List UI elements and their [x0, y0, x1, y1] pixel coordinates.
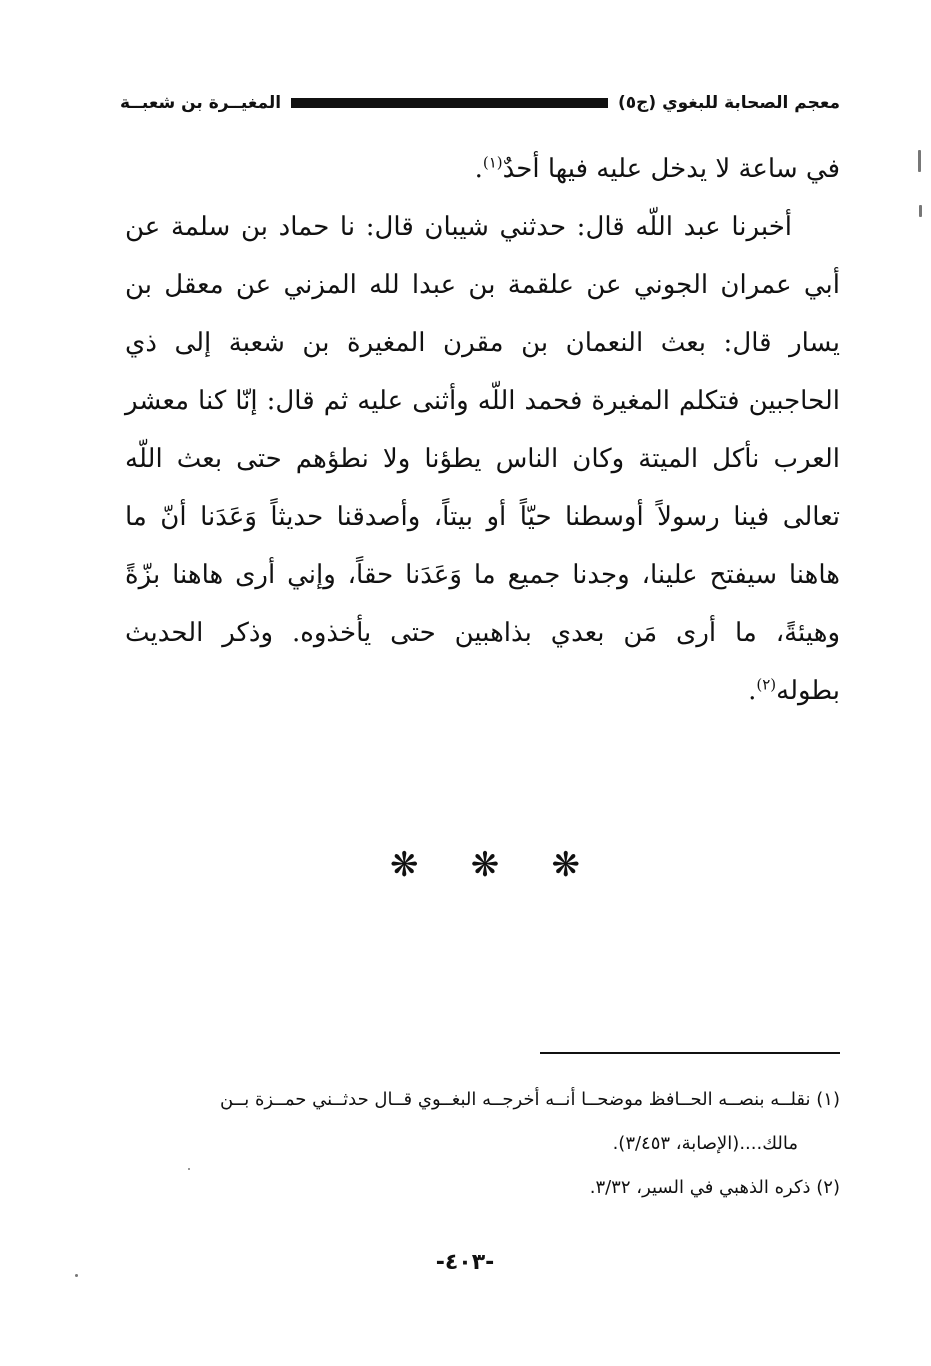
footnote-1: (١) نقلــه بنصــه الحــافظ موضحــا أنــه أخرجــه البغــوي قــال حدثــني حمــزة بــن	[220, 1089, 840, 1110]
paragraph-1	[125, 140, 840, 198]
paragraph-2-text: أخبرنا عبد اللّه قال: حدثني شيبان قال: نا حماد بن سلمة عن أبي عمران الجوني عن علقمة بن عبدا لله المزني عن معقل بن يسار قال: بعث النعمان بن مقرن المغيرة بن شعبة إلى ذي الحاجبين فتكلم المغيرة فحمد اللّه وأثنى عليه ثم قال: إنّا كنا معشر العرب نأكل الميتة وكان الناس يطؤنا ولا نطؤهم حتى بعث اللّه تعالى فينا رسولاً أوسطنا حيّاً أو بيتاً، وأصدقنا حديثاً وَعَدَنا أنّ ما هاهنا سيفتح علينا، وجدنا جميع ما وَعَدَنا حقاً، وإني أرى هاهنا بزّةً وهيئةً، ما أرى مَن بعدي بذاهبين حتى يأخذوه. وذكر الحديث بطوله	[125, 212, 840, 706]
main-text	[125, 140, 840, 720]
paragraph-2	[125, 198, 840, 720]
paragraph-1-text: في ساعة لا يدخل عليه فيها أحدٌ	[502, 154, 840, 184]
running-header	[120, 88, 840, 118]
section-ornament	[390, 840, 580, 890]
book-title: معجم الصحابة للبغوي (ج٥)	[617, 93, 840, 113]
scan-speck	[188, 1168, 190, 1170]
header-rule	[291, 98, 608, 108]
chapter-title: المغيــرة بن شعبــة	[120, 93, 282, 113]
footnote-ref-2: (٢)	[756, 675, 777, 694]
footnote-separator	[540, 1052, 840, 1054]
scan-speck	[75, 1274, 78, 1277]
scan-speck	[919, 205, 922, 217]
star-ornament-icon: ❋	[390, 845, 419, 885]
star-ornament-icon: ❋	[470, 845, 500, 885]
paragraph-1-end: .	[474, 154, 483, 184]
footnote-2: (٢) ذكره الذهبي في السير، ٣/٣٢.	[589, 1177, 840, 1198]
page-number: -٤٠٣-	[435, 1250, 495, 1275]
footnote-1-continuation: مالك....(الإصابة، ٣/٤٥٣).	[612, 1133, 798, 1154]
star-ornament-icon: ❋	[551, 845, 580, 885]
footnote-ref-1: (١)	[482, 153, 503, 172]
paragraph-2-end: .	[748, 676, 757, 706]
footnotes	[125, 1078, 840, 1210]
scan-speck	[918, 150, 921, 172]
